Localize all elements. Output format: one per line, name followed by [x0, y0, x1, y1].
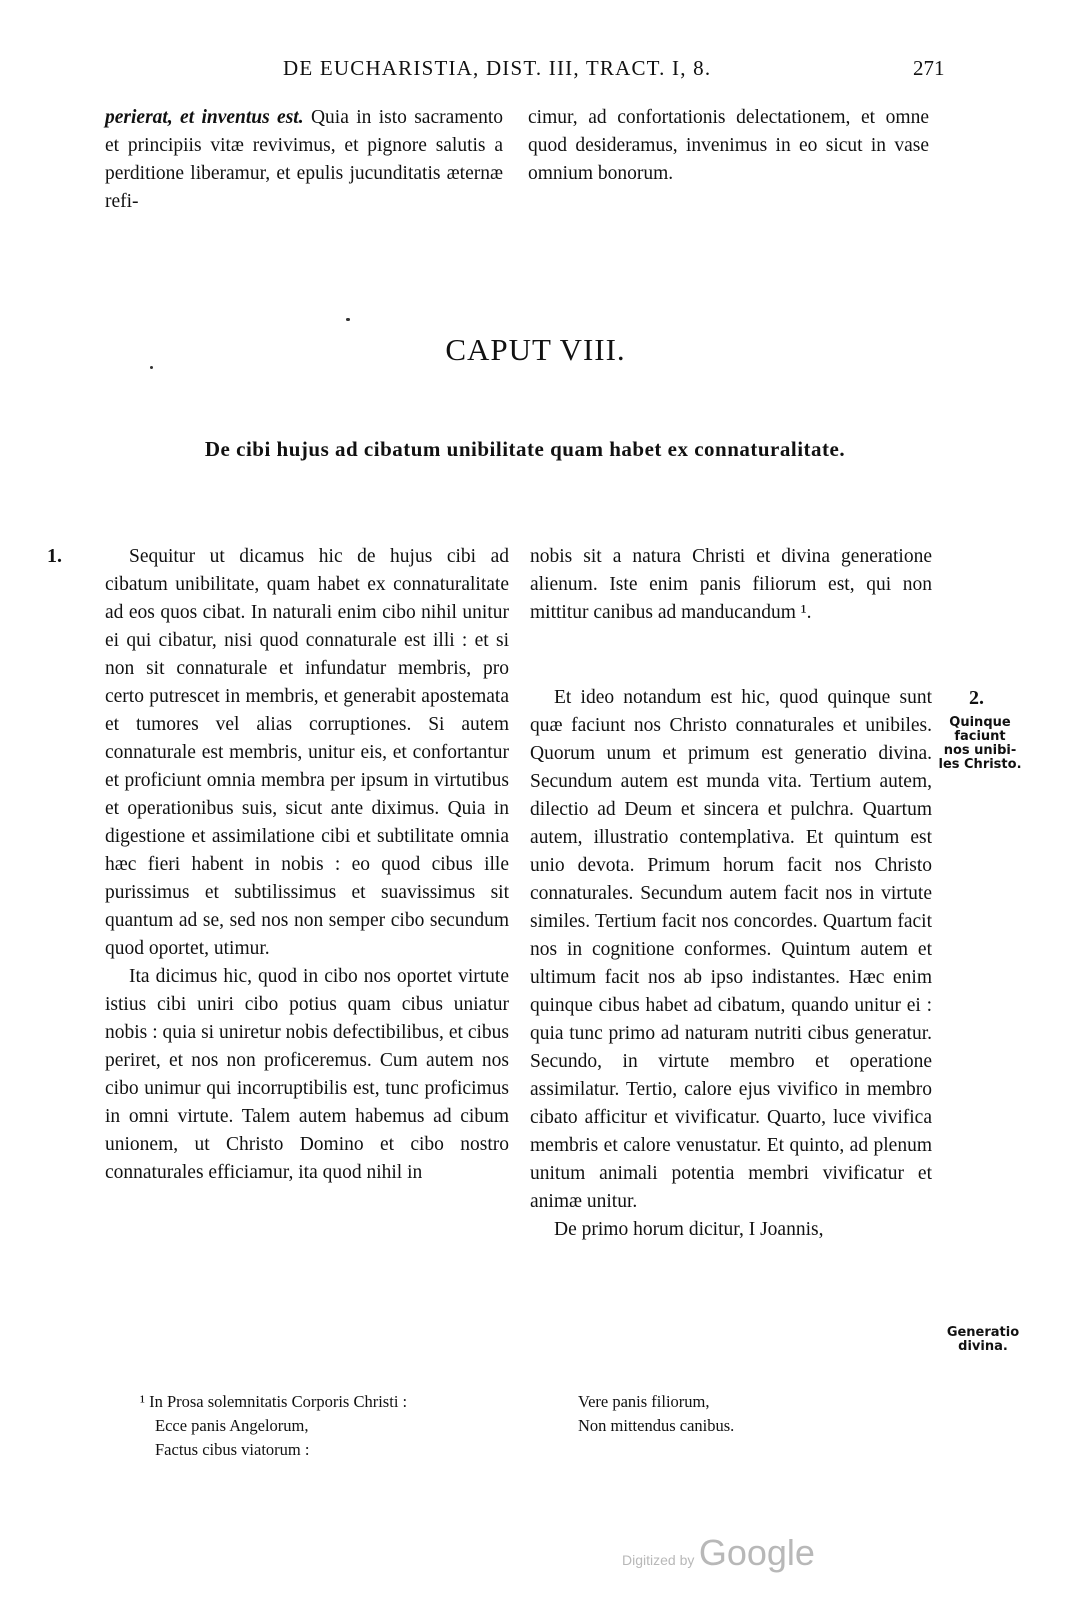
italic-quote: perierat, et inventus est. — [105, 107, 304, 128]
print-speck — [346, 318, 350, 321]
running-head: DE EUCHARISTIA, DIST. III, TRACT. I, 8. — [283, 56, 712, 80]
paragraph: nobis sit a natura Christi et divina generatione alienum. Iste enim panis filiorum est, qui non mittitur canibus ad manducandum ¹. — [530, 546, 932, 623]
footnote-line: Non mittendus canibus. — [578, 1416, 735, 1435]
page-number: 271 — [913, 56, 945, 80]
top-right-text: cimur, ad confortationis delectationem, et omne quod desideramus, invenimus in eo sicut in vase omnium bonorum. — [528, 107, 929, 184]
footnote-line: Factus cibus viatorum : — [155, 1440, 310, 1459]
paragraph: Sequitur ut dicamus hic de hujus cibi ad cibatum unibilitate, quam habet ex connaturalitate ad eos quos cibat. In naturali enim cibo nihil unitur ei qui cibatur, nisi quod connaturale est illi : et si non sit connaturale et infundatur membris, pro certo putrescet in membris, et generabit apostemata et tumores vel alias corruptiones. Si autem connaturale est membris, unitur eis, et confortantur et proficiunt omnia membra per ipsum in virtutibus et operationibus suis, sicut ante diximus. Quia in digestione et assimilatione cibi et subtilitate omnia hæc fieri habent in nobis : eo quod cibus ille purissimus et subtilissimus et suavissimus sit quantum ad se, sed nos non semper cibo secundum quod oportet, utimur. — [105, 546, 509, 959]
section-2-column — [530, 684, 932, 1244]
paragraph: Et ideo notandum est hic, quod quinque sunt quæ faciunt nos Christo connaturales et unibiles. Quorum unum et primum est generatio divina. Secundum autem est munda vita. Tertium autem, dilectio ad Deum et sincera et pulchra. Quartum autem, illustratio contemplativa. Et quintum est unio devota. Primum horum facit nos Christo connaturales. Secundum autem facit nos in virtute similes. Tertium facit nos concordes. Quartum facit nos in cognitione conformes. Quintum autem et ultimum facit nos ab ipso indistantes. Hæc enim quinque cibus habet ad cibatum, quando unitur ei : quia tunc primo ad naturam nutriti cibus generatur. Secundo, in virtute membro et operatione assimilatur. Tertio, calore ejus vivifico in membro cibato afficitur et vivificatur. Quarto, luce vivifica membris et calore venustatur. Et quinto, ad plenum unitum animali potentia membri vivificatur et animæ unitur. — [530, 687, 932, 1212]
watermark-prefix: Digitized by — [622, 1552, 695, 1568]
margin-note-line: Generatio — [946, 1325, 1020, 1340]
footnote-line: Vere panis filiorum, — [578, 1392, 710, 1411]
section-number-2: 2. — [969, 687, 984, 709]
paragraph: De primo horum dicitur, I Joannis, — [554, 1219, 824, 1240]
margin-note-line: Quinque — [949, 715, 1011, 730]
margin-note-generatio — [938, 1326, 1028, 1354]
footnote-line: Ecce panis Angelorum, — [155, 1416, 309, 1435]
chapter-subtitle: De cibi hujus ad cibatum unibilitate quam habet ex connaturalitate. — [204, 437, 846, 461]
footnote-left — [140, 1390, 520, 1462]
margin-note-line: divina. — [958, 1339, 1008, 1354]
google-logo: Google — [698, 1532, 815, 1573]
paragraph: Ita dicimus hic, quod in cibo nos oportet virtute istius cibi uniri cibo potius quam cibus uniatur nobis : quia si uniretur nobis defectibilibus, et cibus periret, et nos non proficeremus. Cum autem nos cibo unimur qui incorruptibilis est, tunc proficimus in omni virtute. Talem autem habemus ad cibum unionem, ut Christo Domino et cibo nostro connaturales efficiamur, ita quod nihil in — [105, 966, 509, 1183]
margin-note-line: faciunt — [954, 729, 1006, 744]
section-1-right-column — [530, 543, 932, 627]
chapter-title: CAPUT VIII. — [445, 332, 626, 367]
top-right-column — [528, 104, 929, 188]
margin-note-line: les Christo. — [938, 757, 1022, 772]
top-left-column — [105, 104, 503, 216]
section-number-1: 1. — [47, 545, 62, 567]
footnote-right — [578, 1390, 878, 1438]
top-left-text: Quia in isto sacramento et principiis vitæ revivimus, et pignore salutis a perditione liberamur, et epulis jucunditatis æternæ refi- — [105, 107, 504, 212]
footnote-line: ¹ In Prosa solemnitatis Corporis Christi : — [140, 1392, 408, 1411]
digitized-by-watermark — [622, 1532, 815, 1574]
margin-note-quinque — [932, 716, 1028, 772]
margin-note-line: nos unibi- — [943, 743, 1017, 758]
section-1-left-column — [105, 543, 509, 1187]
